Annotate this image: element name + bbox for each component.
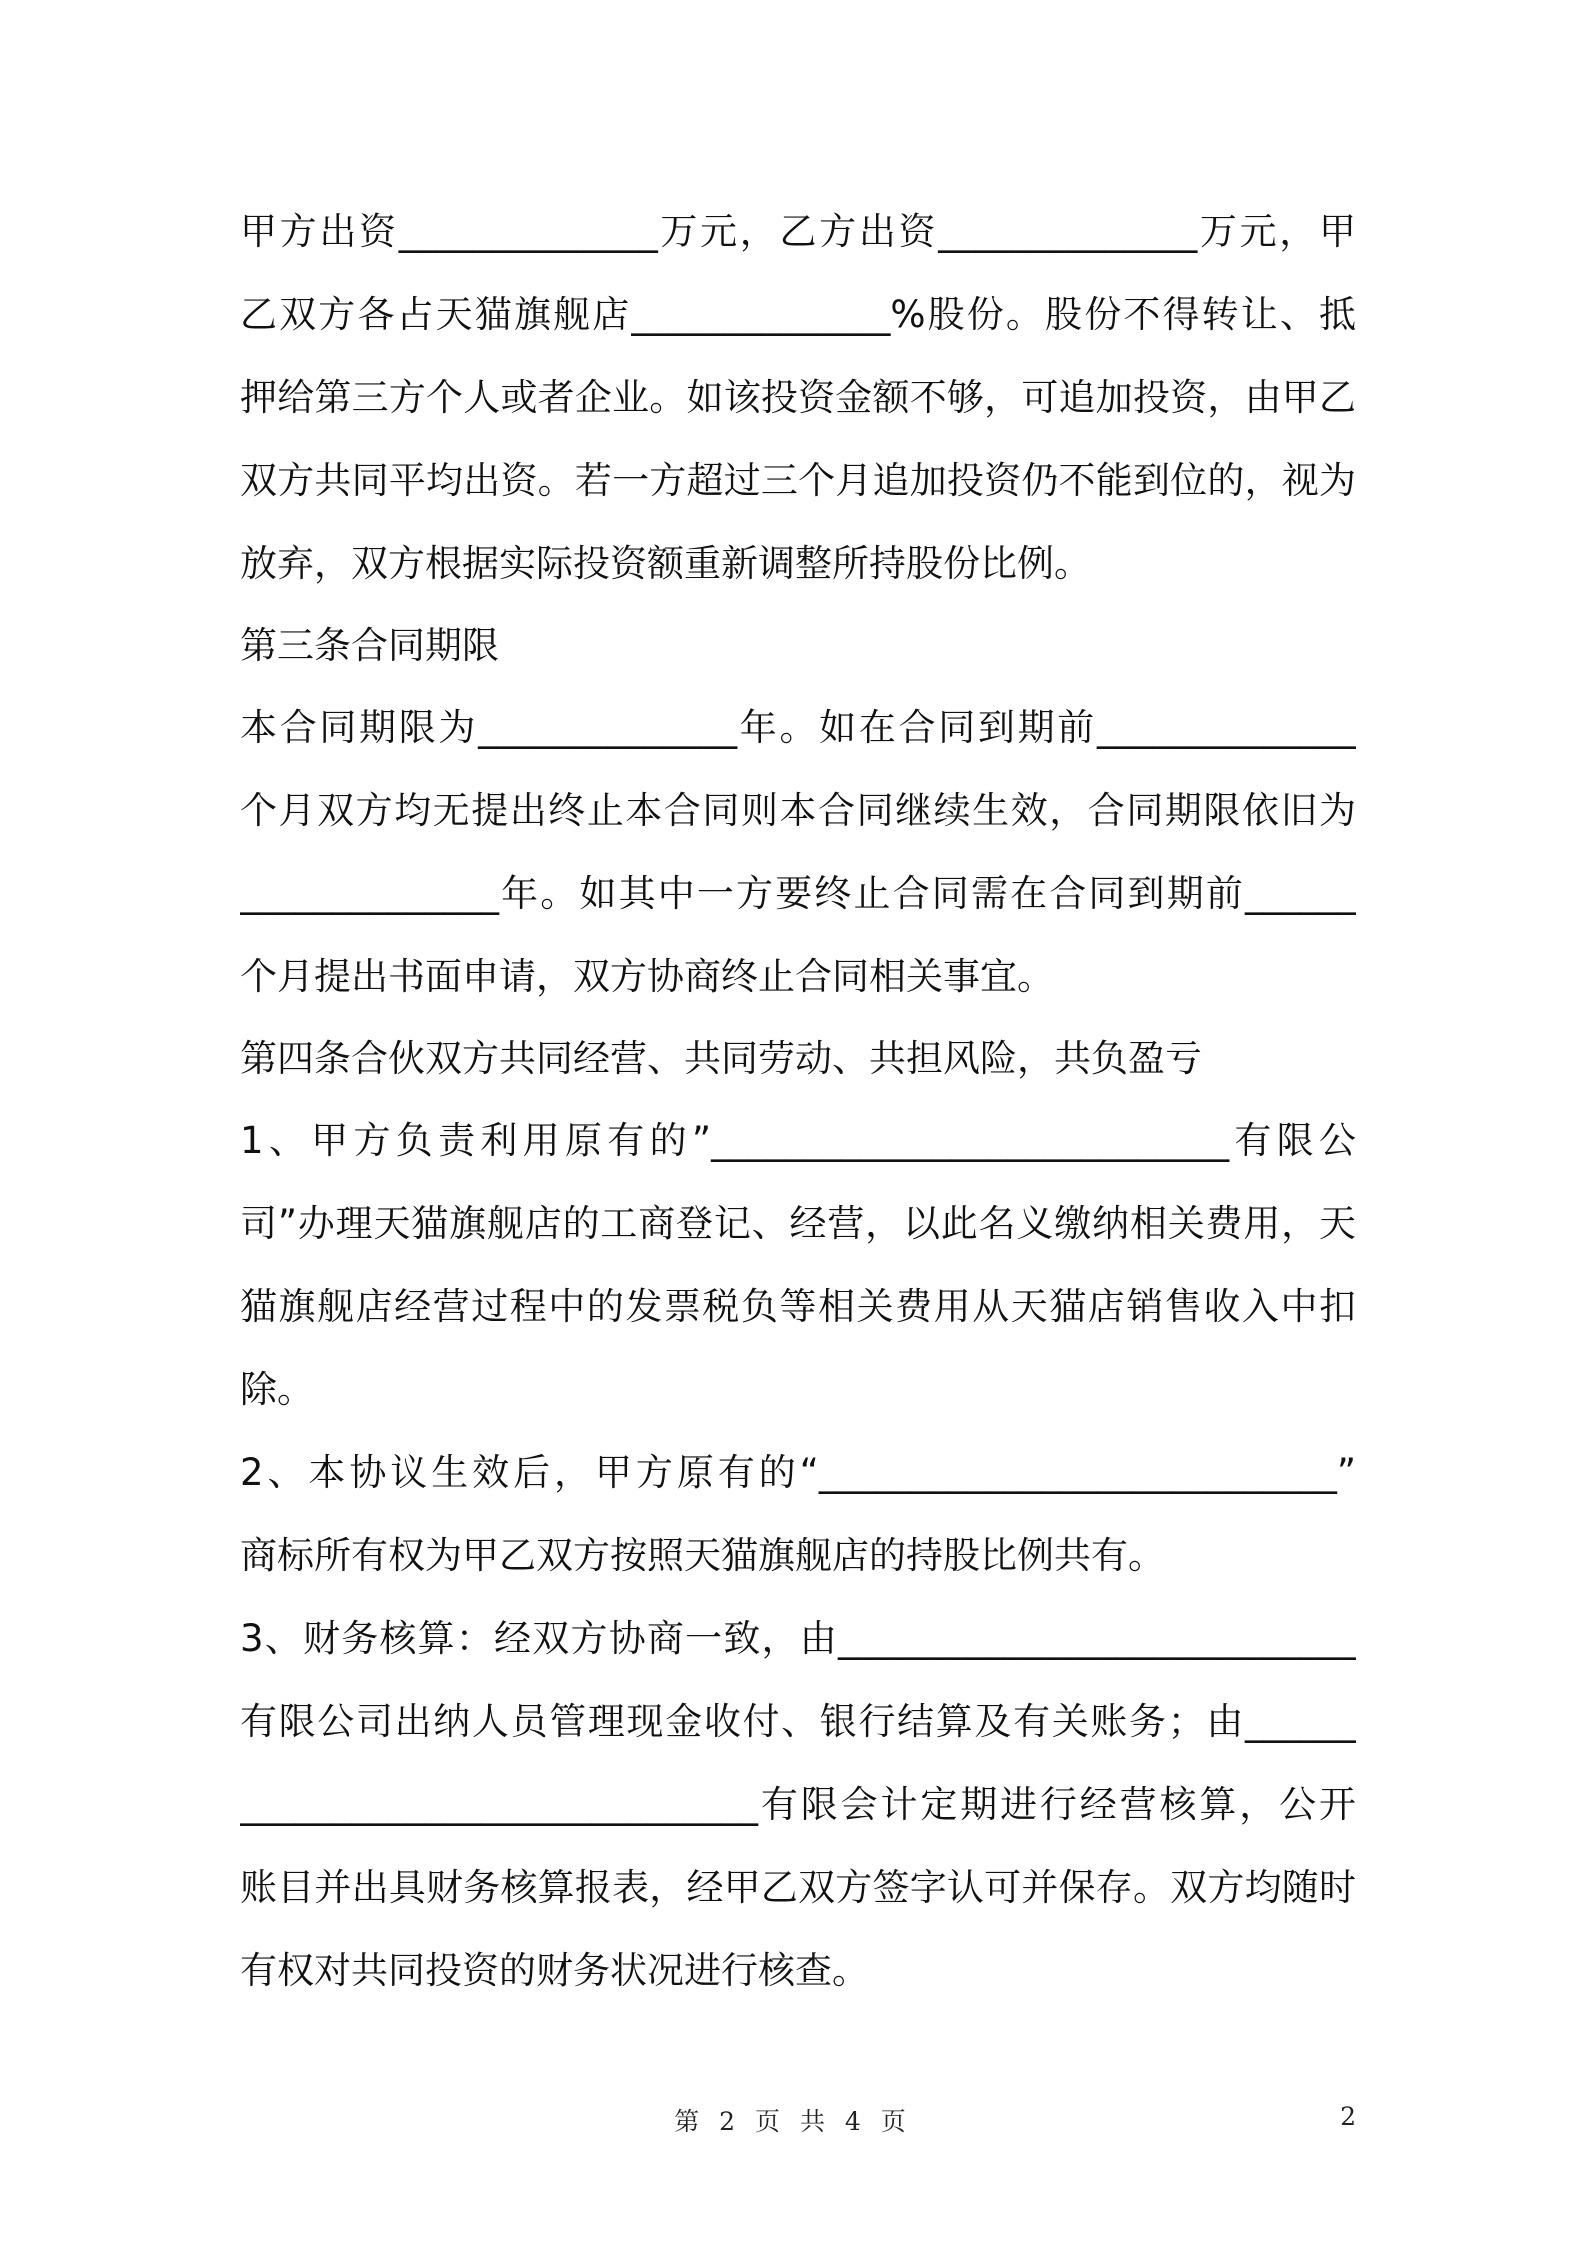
text-line-7: 本合同期限为______________年。如在合同到期前______________ [240, 706, 1356, 749]
text-line-18: 3、财务核算：经双方协商一致，由____________________________ [240, 1617, 1356, 1660]
text-line-8: 个月双方均无提出终止本合同则本合同继续生效，合同期限依旧为 [240, 789, 1356, 832]
text-line-19: 有限公司出纳人员管理现金收付、银行结算及有关账务；由______ [240, 1700, 1356, 1743]
text-line-4: 双方共同平均出资。若一方超过三个月追加投资仍不能到位的，视为 [240, 459, 1356, 502]
page-number: 2 [1340, 2102, 1356, 2131]
text-line-20: ____________________________有限会计定期进行经营核算，公开 [240, 1783, 1356, 1826]
text-line-12: 1、甲方负责利用原有的”____________________________有限公 [240, 1119, 1356, 1162]
page-footer-label: 第 2 页 共 4 页 [674, 2107, 912, 2136]
text-line-15: 除。 [240, 1368, 314, 1411]
section-heading-article-3: 第三条合同期限 [240, 624, 499, 667]
text-line-10: 个月提出书面申请，双方协商终止合同相关事宜。 [240, 955, 1054, 998]
text-line-22: 有权对共同投资的财务状况进行核查。 [240, 1949, 869, 1992]
document-body [240, 190, 1356, 2012]
section-heading-article-4: 第四条合伙双方共同经营、共同劳动、共担风险，共负盈亏 [240, 1037, 1202, 1080]
text-line-17: 商标所有权为甲乙双方按照天猫旗舰店的持股比例共有。 [240, 1534, 1165, 1577]
text-line-1: 甲方出资______________万元，乙方出资______________万元，甲 [240, 210, 1356, 253]
text-line-2: 乙双方各占天猫旗舰店______________%股份。股份不得转让、抵 [240, 293, 1356, 336]
text-line-13: 司”办理天猫旗舰店的工商登记、经营，以此名义缴纳相关费用，天 [240, 1202, 1356, 1245]
text-line-14: 猫旗舰店经营过程中的发票税负等相关费用从天猫店销售收入中扣 [240, 1285, 1356, 1328]
text-line-21: 账目并出具财务核算报表，经甲乙双方签字认可并保存。双方均随时 [240, 1866, 1356, 1909]
text-line-5: 放弃，双方根据实际投资额重新调整所持股份比例。 [240, 542, 1091, 585]
text-line-3: 押给第三方个人或者企业。如该投资金额不够，可追加投资，由甲乙 [240, 376, 1356, 419]
text-line-16: 2、本协议生效后，甲方原有的“____________________________” [240, 1451, 1356, 1494]
text-line-9: ______________年。如其中一方要终止合同需在合同到期前______ [240, 872, 1356, 915]
